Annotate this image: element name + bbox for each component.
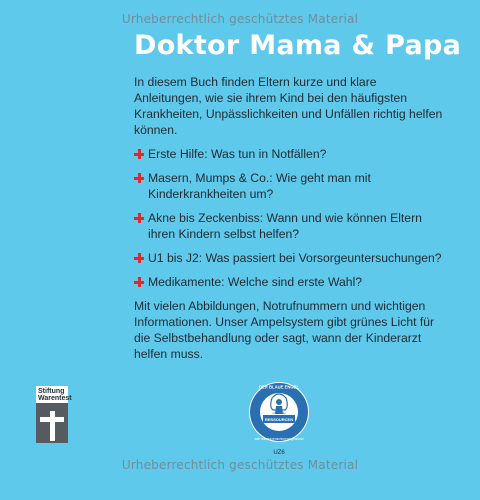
list-item <box>134 274 444 290</box>
ecolabel-ring-text: weil ressourcenschonend gedruckt <box>254 437 304 441</box>
red-cross-icon <box>134 213 144 223</box>
bullet-text: U1 bis J2: Was passiert bei Vorsorgeuntersuchungen? <box>148 251 442 265</box>
logo-text <box>36 386 72 403</box>
red-cross-icon <box>134 173 144 183</box>
blurb <box>134 74 444 362</box>
stiftung-warentest-logo <box>36 386 72 443</box>
red-cross-icon <box>134 253 144 263</box>
list-item <box>134 210 444 242</box>
blue-angel-ecolabel <box>247 380 311 456</box>
bullet-text: Medikamente: Welche sind erste Wahl? <box>148 275 363 289</box>
bullet-text: Masern, Mumps & Co.: Wie geht man mit Kinderkrankheiten um? <box>148 171 371 201</box>
watermark-top: Urheberrechtlich geschütztes Material <box>121 12 359 26</box>
ecolabel-code: UZ6 <box>273 450 285 456</box>
list-item <box>134 146 444 162</box>
outro-text: Mit vielen Abbildungen, Notrufnummern und wichtigen Informationen. Unser Ampelsystem gibt grünes Licht für die Selbstbehandlung oder sagt, wann der Kinderarzt helfen muss. <box>134 299 435 361</box>
cross-icon <box>36 403 68 443</box>
watermark-bottom: Urheberrechtlich geschütztes Material <box>121 458 359 472</box>
logo-line-1: Stiftung <box>38 388 65 395</box>
ecolabel-center-band: RESSOURCEN <box>264 417 294 422</box>
list-item <box>134 170 444 202</box>
red-cross-icon <box>134 277 144 287</box>
blue-angel-icon <box>247 380 311 444</box>
topic-list <box>134 146 444 290</box>
intro-text: In diesem Buch finden Eltern kurze und klare Anleitungen, wie sie ihrem Kind bei den häufigsten Krankheiten, Unpässlichkeiten und Unfällen richtig helfen können. <box>134 75 443 137</box>
red-cross-icon <box>134 149 144 159</box>
book-title: Doktor Mama & Papa <box>134 30 462 61</box>
logo-line-2: Warentest <box>38 395 72 402</box>
list-item <box>134 250 444 266</box>
bullet-text: Erste Hilfe: Was tun in Notfällen? <box>148 147 327 161</box>
ecolabel-center-small: schützt die <box>272 411 286 415</box>
bullet-text: Akne bis Zeckenbiss: Wann und wie können Eltern ihren Kindern selbst helfen? <box>148 211 422 241</box>
ecolabel-arc-top: DER BLAUE ENGEL <box>258 384 300 390</box>
